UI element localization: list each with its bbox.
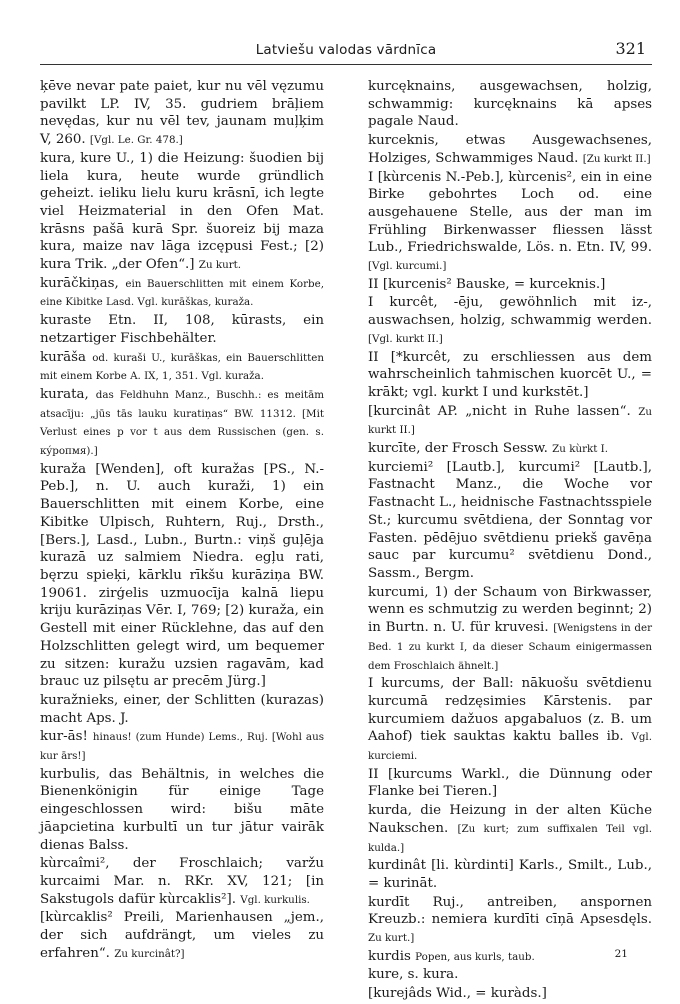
entry-text: kurda, die Heizung in der alten Küche Naukschen. [368,803,652,836]
entry [368,132,652,168]
entry-text: I kurcums, der Ball: nākuošu svētdienu kurcumā redzęsimies Kārstenis. par kurcumiem dažuos apgabaluos (z. B. um Aahof) tiek sauktas kaktu balles ib. [368,676,652,745]
entry-text: kur-ās! [40,729,88,745]
entry-text: kurata, [40,386,89,402]
entry-note: [Zu kurkt II.] [582,152,651,165]
entry-text: kurcīte, der Frosch Sessw. [368,441,548,457]
entry-note: [Vgl. kurkt II.] [368,332,443,345]
entry-text: kurcumi, 1) der Schaum von Birkwasser, wenn es schmutzig zu werden beginnt; 2) in Burtn. n. U. für kruvesi. [368,584,652,636]
entry-text: II [*kurcêt, zu erschliessen aus dem wahrscheinlich tahmischen kuorcēt U., = krākt; vgl. kurkt I und kurkstēt.] [368,349,652,400]
entry-text: kuraste Etn. II, 108, kūrasts, ein netzartiger Fischbehälter. [40,313,324,346]
entry [368,294,652,348]
entry-note: [Vgl. kurcumi.] [368,260,447,273]
entry [368,403,652,440]
entry-text: II [kurcenis² Bauske, = kurceknis.] [368,276,606,292]
entry-text: II [kurcums Warkl., die Dünnung oder Flanke bei Tieren.] [368,766,652,800]
entry-text: [kurcinât AP. „nicht in Ruhe lassen“. [368,403,631,419]
entry [368,349,652,403]
entry-text: kurcęknains, ausgewachsen, holzig, schwammig: kurcęknains kā apses pagale Naud. [368,79,652,130]
entry [40,275,324,312]
entry-text: kurciemi² [Lautb.], kurcumi² [Lautb.], Fastnacht Manz., die Woche vor Fastnacht L., heidnische Fastnachtsspiele St.; kurcumu svētdiena, der Sonntag vor Fasten. pēdējuo svētdienu priekš gavēņa sauc par kurcumu² svētdienu Dond., Sassm., Bergm. [368,459,652,581]
right-column [368,78,652,1004]
entry-note: Zu kurt.] [368,932,415,945]
entry-note: od. kuraši U., kurāškas, ein Bauerschlitten mit einem Korbe A. IX, 1, 351. Vgl. kuraža. [40,351,324,383]
entry-text: I [kùrcenis N.-Peb.], kùrcenis², ein in eine Birke gebohrtes Loch od. eine ausgehauene Stelle, aus der man im Frühling Birkenwasser fliessen lässt Lub., Friedrichswalde, Lös. n. Etn. IV, 99. [368,169,652,256]
entry-note: Zu kurt. [198,259,242,272]
entry [40,909,324,963]
entry-text: kurāčkiņas, [40,275,119,291]
entry-text: kurbulis, das Behältnis, in welches die Bienenkönigin für einige Tage eingeschlossen wird: bišu māte jāapcietina kurbultī un tur jātur vairāk dienas Balss. [40,766,324,853]
running-title: Latviešu valodas vārdnīca [255,42,437,58]
entry [40,349,324,386]
entry-text: kurdinât [li. kùrdinti] Karls., Smilt., Lub., = kurināt. [368,858,652,891]
entry-text: kùrcaîmi², der Froschlaich; varžu kurcaimi Mar. n. RKr. XV, 121; [in Sakstugols dafür kùrcaklis²]. [40,856,324,907]
entry-text: I kurcêt, -ēju, gewöhnlich mit iz-, auswachsen, holzig, schwammig werden. [368,295,652,329]
entry-note: Vgl. kurkulis. [240,893,310,906]
entry [40,692,324,728]
entry-note: [Wenigstens in der Bed. 1 zu kurkt I, da dieser Schaum einigermassen dem Froschlaich ähnelt.] [368,622,652,672]
entry [368,459,652,584]
entry-note: [Vgl. Le. Gr. 478.] [89,134,183,147]
entry [40,728,324,765]
entry-text: kurdis [368,948,411,964]
entry [368,169,652,276]
entry-text: kure, s. kura. [368,967,459,983]
entry [368,948,652,967]
entry-text: [kùrcaklis² Preili, Marienhausen „jem., der sich aufdrängt, um vieles zu erfahren“. [40,910,324,961]
entry [368,766,652,802]
entry-text: kurceknis, etwas Ausgewachsenes, Holziges, Schwammiges Naud. [368,133,652,166]
entry-text: kurāša [40,349,86,365]
entry-text: kurdīt Ruj., antreiben, anspornen Kreuzb.: nemiera kurdīti cīņā Apsesdęls. [368,894,652,928]
entry [368,985,652,1004]
entry [368,440,652,459]
entry-note: Zu kurkt II.] [368,405,652,437]
entry-text: kuražnieks, einer, der Schlitten (kurazas) macht Aps. J. [40,692,324,726]
page-header [40,38,652,65]
entry [368,584,652,676]
entry-note: Popen, aus kurls, taub. [415,950,535,963]
entry [40,766,324,856]
entry [368,966,652,985]
entry [368,675,652,766]
entry-note: ein Bauerschlitten mit einem Korbe, eine Kibitke Lasd. Vgl. kurāškas, kuraža. [40,277,324,309]
left-column [40,78,324,963]
entry [40,150,324,275]
entry-text: kura, kure U., 1) die Heizung: šuodien bij liela kura, heute wurde gründlich geheizt. ieliku lielu kuru krāsnī, ich legte viel Heizmaterial in den Ofen Mat. krāsns pašā kurā Spr. šuoreiz bij maza kura, maize nav lāga izcępusi Fest.; [2) kura Trik. „der Ofen“.] [40,150,324,273]
sheet-signature: 21 [614,948,628,960]
page-number: 321 [615,39,646,58]
entry [40,461,324,692]
entry [368,894,652,948]
entry-note: das Feldhuhn Manz., Buschh.: es meitām atsacīju: „jūs tās lauku kuratiņas“ BW. 11312. [Mit Verlust eines p vor t aus dem Russischen (gen. s. кýропмя).] [40,388,324,458]
entry [368,276,652,295]
entry [40,312,324,348]
entry-text: kuraža [Wenden], oft kuražas [PS., N.-Peb.], n. U. auch kuraži, 1) ein Bauerschlitten mit einem Korbe, eine Kibitke Ulpisch, Ruhtern, Ruj., Drsth., [Bers.], Lasd., Lubn., Burtn.: viņš guļēja kurazā uz salmiem Niedra. egļu rati, bęrzu spieķi, kārklu rīkšu kurāziņa BW. 19061. zirģelis uzmuocīja kalnā liepu kriju kurāziņas Vēr. I, 769; [2) kuraža, ein Gestell mit einer Rücklehne, das auf den Holzschlitten gelegt wird, um bequemer zu sitzen: kuražu uzsien ragavām, kad brauc uz pilsętu ar precēm Jürg.] [40,461,324,690]
entry [40,855,324,909]
entry-note: hinaus! (zum Hunde) Lems., Ruj. [Wohl aus kur ārs!] [40,731,324,763]
entry-note: [Zu kurt; zum suffixalen Teil vgl. kulda.] [368,822,652,854]
entry [368,857,652,893]
entry-note: Zu kurcinât?] [114,947,185,960]
entry [40,386,324,461]
entry-note: Zu kùrkt I. [552,443,608,456]
entry-text: [kurejâds Wid., = kuràds.] [368,986,547,1002]
entry-text: ķēve nevar pate paiet, kur nu vēl vęzumu pavilkt LP. IV, 35. gudriem brāļiem nevędas, kur nu vēl tev, jaunam muļķim V, 260. [40,79,324,148]
entry [368,78,652,132]
entry-note: Vgl. kurciemi. [368,731,652,763]
entry [40,78,324,150]
entry [368,802,652,857]
